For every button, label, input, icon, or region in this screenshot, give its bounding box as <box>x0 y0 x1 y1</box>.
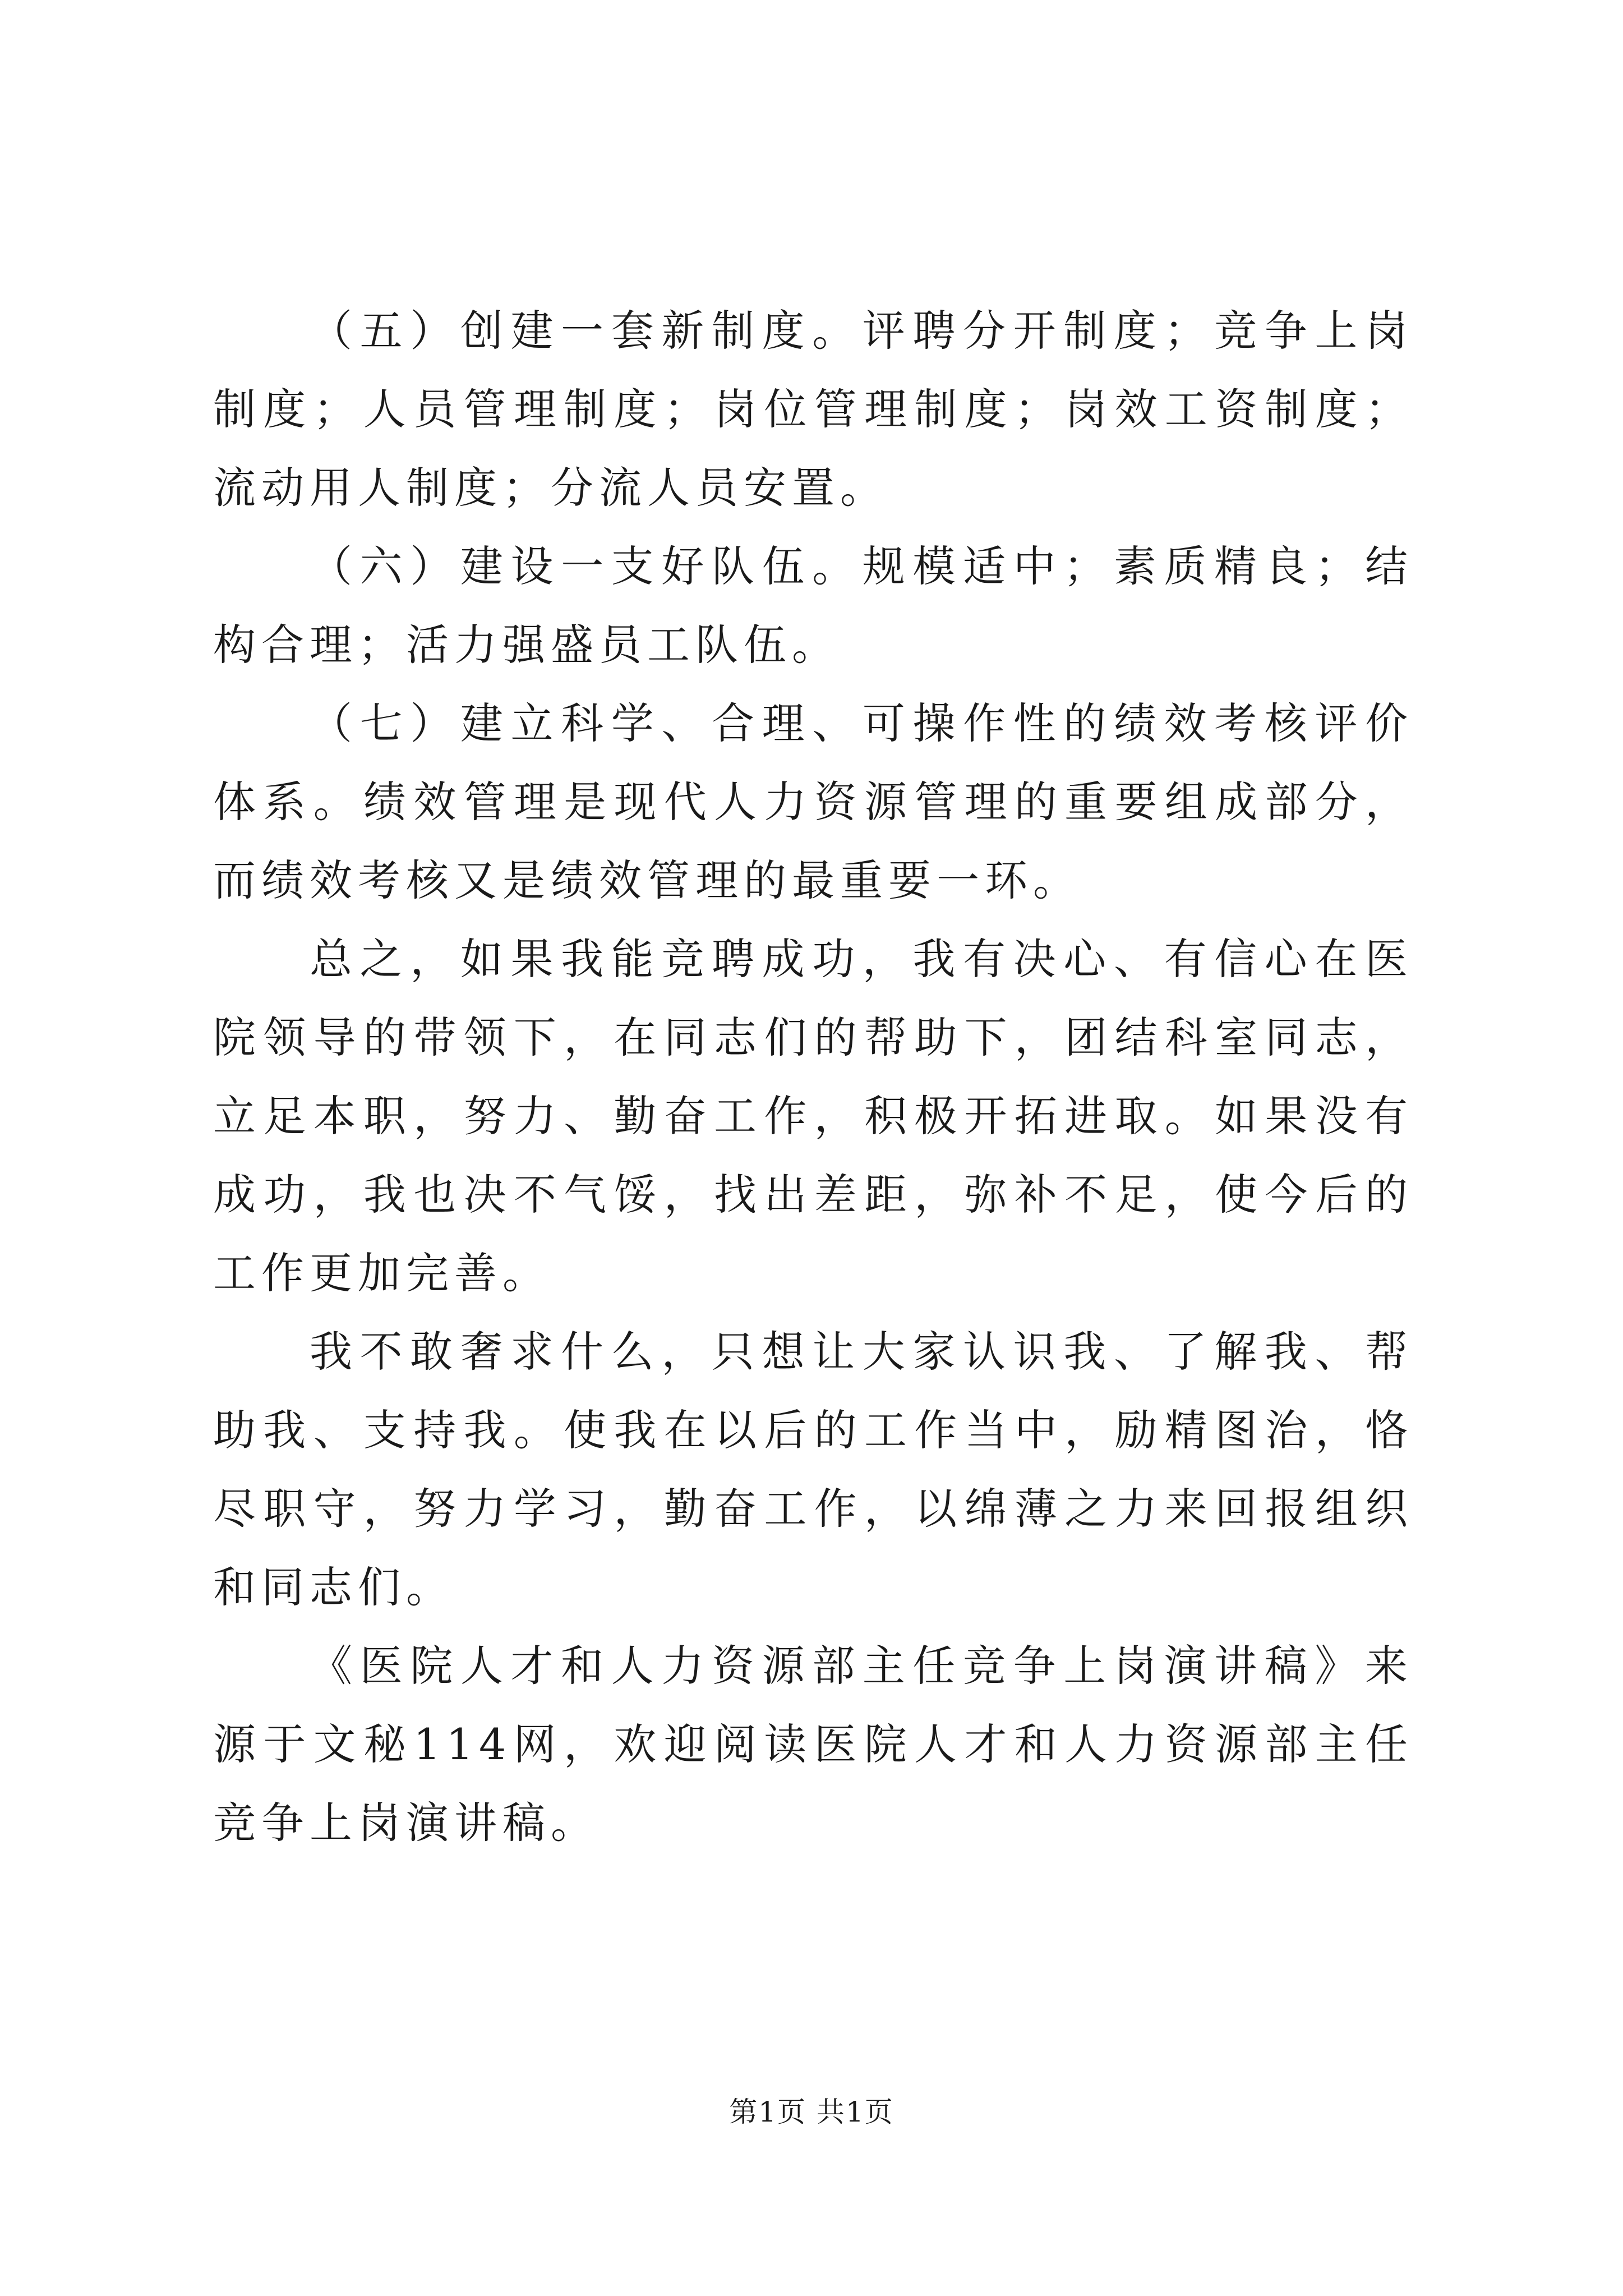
paragraph-conclusion: 总之，如果我能竞聘成功，我有决心、有信心在医院领导的带领下，在同志们的帮助下，团结科室同志，立足本职，努力、勤奋工作，积极开拓进取。如果没有成功，我也决不气馁，找出差距，弥补不足，使今后的工作更加完善。 <box>213 934 1413 1298</box>
page-footer: 第1页 共1页 <box>729 2096 894 2128</box>
paragraph-section-six: （六）建设一支好队伍。规模适中；素质精良；结构合理；活力强盛员工队伍。 <box>213 541 1413 670</box>
paragraph-section-five: （五）创建一套新制度。评聘分开制度；竞争上岗制度；人员管理制度；岗位管理制度；岗效工资制度；流动用人制度；分流人员安置。 <box>213 306 1413 513</box>
document-body <box>213 292 1413 1862</box>
paragraph-closing: 我不敢奢求什么，只想让大家认识我、了解我、帮助我、支持我。使我在以后的工作当中，励精图治，恪尽职守，努力学习，勤奋工作，以绵薄之力来回报组织和同志们。 <box>213 1327 1413 1612</box>
paragraph-section-seven: （七）建立科学、合理、可操作性的绩效考核评价体系。绩效管理是现代人力资源管理的重要组成部分，而绩效考核又是绩效管理的最重要一环。 <box>213 698 1413 905</box>
paragraph-source-note: 《医院人才和人力资源部主任竞争上岗演讲稿》来源于文秘114网，欢迎阅读医院人才和人力资源部主任竞争上岗演讲稿。 <box>213 1641 1413 1848</box>
